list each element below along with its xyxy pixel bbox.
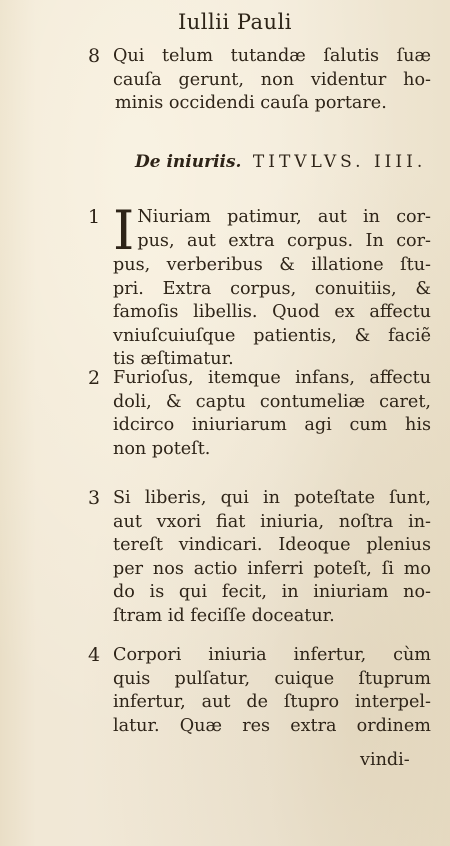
text-line: aut vxori fiat iniuria, noſtra in-: [113, 511, 431, 532]
text-line: ſtram id feciſſe doceatur.: [113, 605, 335, 626]
paragraph-2: [87, 367, 431, 461]
paragraph-number: 8: [87, 45, 101, 67]
paragraph-1: [87, 199, 431, 372]
paragraph-number: 2: [87, 367, 101, 389]
text-line: Furioſus, itemque infans, affectu: [113, 368, 431, 388]
text-line: infertur, aut de ſtupro interpel-: [113, 692, 431, 712]
catchword: vindi-: [360, 750, 410, 770]
running-head: Iullii Pauli: [177, 10, 293, 34]
text-line: Niuriam patimur, aut in cor-: [137, 207, 431, 227]
text-line: pus, aut extra corpus. In cor-: [137, 230, 431, 251]
text-line: vniuſcuiuſque patientis, & faciẽ: [113, 325, 431, 346]
text-line: idcirco iniuriarum agi cum his: [113, 415, 431, 435]
text-line: quis pulſatur, cuique ſtuprum: [113, 668, 431, 689]
section-heading-titulus: TITVLVS. IIII.: [252, 152, 427, 172]
text-line: doli, & captu contumeliæ caret,: [113, 391, 431, 412]
paragraph-number: 1: [87, 206, 101, 228]
section-heading: [135, 152, 435, 172]
text-line: tereſt vindicari. Ideoque plenius: [113, 535, 431, 555]
paragraph-4: [87, 644, 431, 738]
text-line: cauſa gerunt, non videntur ho-: [113, 69, 431, 90]
paragraph-number: 3: [87, 487, 101, 509]
text-line: Si liberis, qui in poteſtate ſunt,: [113, 488, 431, 508]
paragraph-3: [87, 487, 431, 628]
text-line: famoſis libellis. Quod ex affectu: [113, 302, 431, 322]
text-line: Corpori iniuria infertur, cùm: [113, 645, 431, 665]
text-line: minis occidendi cauſa portare.: [115, 93, 387, 113]
paragraph-8: [87, 45, 431, 116]
text-line: pri. Extra corpus, conuitiis, &: [113, 278, 431, 299]
text-line: tis æſtimatur.: [113, 349, 234, 369]
section-heading-title: De iniuriis.: [135, 152, 242, 172]
paragraph-number: 4: [87, 644, 101, 666]
text-line: non poteſt.: [113, 438, 211, 459]
text-line: do is qui fecit, in iniuriam no-: [113, 582, 431, 602]
text-line: per nos actio inferri poteſt, ſi mo: [113, 558, 431, 579]
drop-cap: I: [113, 199, 135, 262]
text-line: pus, verberibus & illatione ſtu-: [113, 255, 431, 275]
text-line: latur. Quæ res extra ordinem: [113, 715, 431, 736]
text-line: Qui telum tutandæ ſalutis ſuæ: [113, 46, 431, 66]
